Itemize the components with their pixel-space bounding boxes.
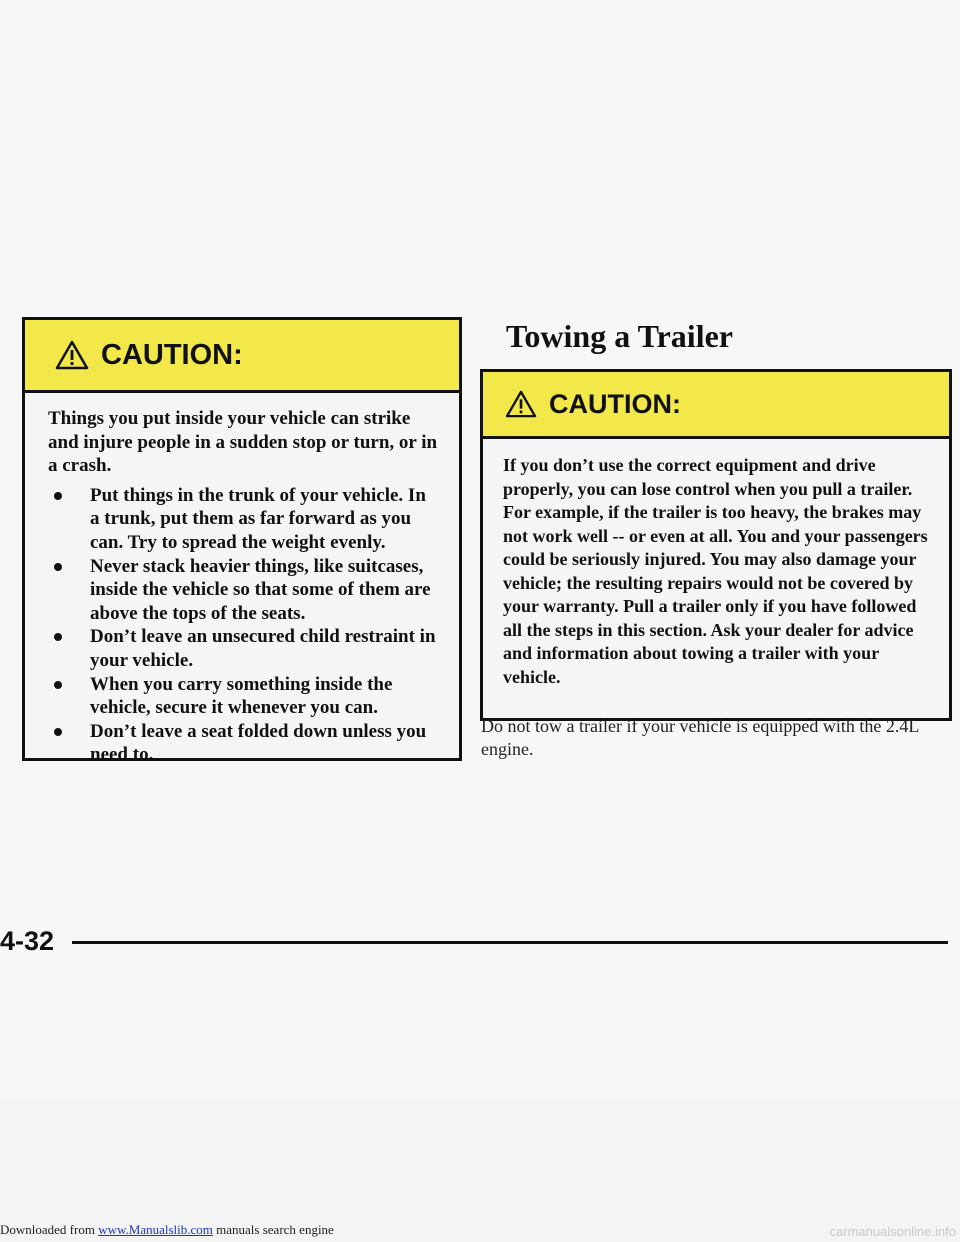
warning-triangle-icon — [505, 390, 537, 418]
page-number: 4-32 — [0, 926, 55, 956]
caution-intro: Things you put inside your vehicle can strike and injure people in a sudden stop or turn, or in a crash. — [48, 408, 438, 477]
section-title: Towing a Trailer — [506, 318, 733, 354]
caution-text: If you don’t use the correct equipment and drive properly, you can lose control when you pull a trailer. For example, if the trailer is too heavy, the brakes may not work well -- or even at all. You and your passengers could be seriously injured. You may also damage your vehicle; the resulting repairs would not be covered by your warranty. Pull a trailer only if you have followed all the steps in this section. Ask your dealer for advice and information about towing a trailer with your vehicle. — [503, 455, 928, 687]
caution-box-towing — [480, 369, 952, 721]
bullet-icon — [54, 563, 62, 571]
list-item: Never stack heavier things, like suitcases, inside the vehicle so that some of them are above the tops of the seats. — [48, 555, 439, 626]
caution-bullet-list — [48, 484, 439, 767]
caution-box-cargo — [22, 317, 462, 766]
bullet-icon — [54, 492, 62, 500]
bullet-icon — [54, 633, 62, 641]
list-item: Put things in the trunk of your vehicle. In a trunk, put them as far forward as you can. Try to spread the weight evenly. — [48, 484, 439, 555]
caution-content — [25, 393, 459, 767]
list-item: When you carry something inside the vehicle, secure it whenever you can. — [48, 673, 439, 720]
caution-header — [25, 320, 459, 393]
manualslib-link[interactable]: www.Manualslib.com — [98, 1222, 213, 1237]
body-paragraph: Do not tow a trailer if your vehicle is equipped with the 2.4L engine. — [481, 716, 919, 759]
bullet-icon — [54, 681, 62, 689]
list-item: Don’t leave a seat folded down unless you need to. — [48, 720, 439, 767]
bullet-icon — [54, 728, 62, 736]
caution-heading: CAUTION: — [549, 388, 681, 419]
page-rule — [72, 941, 948, 944]
caution-header — [483, 372, 949, 439]
caution-content — [483, 439, 949, 689]
caution-heading: CAUTION: — [101, 338, 243, 371]
site-watermark: carmanualsonline.info — [829, 1224, 956, 1239]
list-item: Don’t leave an unsecured child restraint in your vehicle. — [48, 625, 439, 672]
download-footer: Downloaded from www.Manualslib.com manuals search engine — [0, 1222, 334, 1237]
warning-triangle-icon — [55, 340, 89, 370]
